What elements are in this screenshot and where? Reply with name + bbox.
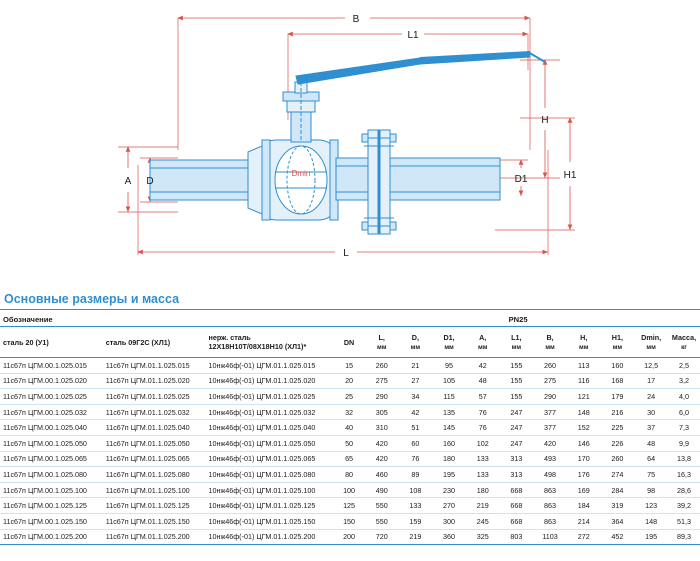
cell-B: 377 xyxy=(533,420,567,436)
cell-B: 863 xyxy=(533,498,567,514)
cell-L: 275 xyxy=(365,373,399,389)
cell-nerj: 10нж46ф(-01) ЦГМ.01.1.025.150 xyxy=(206,513,334,529)
cell-L1: 803 xyxy=(500,529,534,545)
cell-D: 159 xyxy=(399,513,433,529)
cell-L: 420 xyxy=(365,435,399,451)
cell-D1: 95 xyxy=(432,358,466,374)
cell-Massa: 89,3 xyxy=(668,529,700,545)
cell-st09: 11с67п ЦГМ.01.1.025.125 xyxy=(103,498,206,514)
section-title: Основные размеры и масса xyxy=(4,292,180,306)
col-head-D: D, мм xyxy=(399,327,433,358)
cell-D: 133 xyxy=(399,498,433,514)
cell-D1: 180 xyxy=(432,451,466,467)
cell-nerj: 10нж46ф(-01) ЦГМ.01.1.025.020 xyxy=(206,373,334,389)
dim-label-H: H xyxy=(541,115,549,126)
table-row xyxy=(0,389,700,405)
cell-A: 325 xyxy=(466,529,500,545)
cell-H: 116 xyxy=(567,373,601,389)
cell-H1: 216 xyxy=(601,404,635,420)
cell-H1: 260 xyxy=(601,451,635,467)
cell-Massa: 3,2 xyxy=(668,373,700,389)
dim-label-A: A xyxy=(124,176,132,187)
cell-nerj: 10нж46ф(-01) ЦГМ.01.1.025.015 xyxy=(206,358,334,374)
col-head-L1: L1, мм xyxy=(500,327,534,358)
cell-L: 305 xyxy=(365,404,399,420)
cell-dn: 80 xyxy=(333,467,365,483)
cell-A: 180 xyxy=(466,482,500,498)
cell-st20: 11с67п ЦГМ.00.1.025.032 xyxy=(0,404,103,420)
cell-dn: 50 xyxy=(333,435,365,451)
cell-L1: 313 xyxy=(500,467,534,483)
cell-st09: 11с67п ЦГМ.01.1.025.040 xyxy=(103,420,206,436)
cell-dn: 32 xyxy=(333,404,365,420)
cell-Dmin: 98 xyxy=(634,482,668,498)
cell-H: 121 xyxy=(567,389,601,405)
cell-st09: 11с67п ЦГМ.01.1.025.100 xyxy=(103,482,206,498)
cell-Massa: 28,6 xyxy=(668,482,700,498)
col-head-H: H, мм xyxy=(567,327,601,358)
cell-A: 76 xyxy=(466,420,500,436)
cell-st20: 11с67п ЦГМ.00.1.025.065 xyxy=(0,451,103,467)
cell-H: 148 xyxy=(567,404,601,420)
cell-H1: 168 xyxy=(601,373,635,389)
cell-D: 34 xyxy=(399,389,433,405)
cell-st20: 11с67п ЦГМ.00.1.025.150 xyxy=(0,513,103,529)
dimensions-table xyxy=(0,312,700,545)
cell-D: 219 xyxy=(399,529,433,545)
cell-A: 133 xyxy=(466,451,500,467)
cell-H: 169 xyxy=(567,482,601,498)
col-head-nerj: нерж. сталь 12Х18Н10Т/08Х18Н10 (ХЛ1)* xyxy=(206,327,334,358)
cell-D: 76 xyxy=(399,451,433,467)
cell-H1: 364 xyxy=(601,513,635,529)
cell-Massa: 13,8 xyxy=(668,451,700,467)
cell-D: 108 xyxy=(399,482,433,498)
col-head-H1: H1, мм xyxy=(601,327,635,358)
cell-st09: 11с67п ЦГМ.01.1.025.032 xyxy=(103,404,206,420)
table-row xyxy=(0,513,700,529)
cell-D1: 270 xyxy=(432,498,466,514)
cell-H1: 274 xyxy=(601,467,635,483)
cell-st20: 11с67п ЦГМ.00.1.025.050 xyxy=(0,435,103,451)
col-head-st20: сталь 20 (У1) xyxy=(0,327,103,358)
cell-D: 60 xyxy=(399,435,433,451)
table-row xyxy=(0,358,700,374)
cell-st09: 11с67п ЦГМ.01.1.025.065 xyxy=(103,451,206,467)
cell-st20: 11с67п ЦГМ.00.1.025.080 xyxy=(0,467,103,483)
cell-L: 310 xyxy=(365,420,399,436)
cell-st09: 11с67п ЦГМ.01.1.025.150 xyxy=(103,513,206,529)
cell-L1: 155 xyxy=(500,389,534,405)
cell-st09: 11с67п ЦГМ.01.1.025.025 xyxy=(103,389,206,405)
table-row xyxy=(0,420,700,436)
cell-st09: 11с67п ЦГМ.01.1.025.050 xyxy=(103,435,206,451)
cell-B: 493 xyxy=(533,451,567,467)
cell-L: 260 xyxy=(365,358,399,374)
table-row xyxy=(0,482,700,498)
cell-D1: 145 xyxy=(432,420,466,436)
cell-L: 460 xyxy=(365,467,399,483)
cell-Dmin: 148 xyxy=(634,513,668,529)
cell-dn: 200 xyxy=(333,529,365,545)
cell-dn: 15 xyxy=(333,358,365,374)
cell-Massa: 2,5 xyxy=(668,358,700,374)
cell-D1: 300 xyxy=(432,513,466,529)
cell-st20: 11с67п ЦГМ.00.1.025.025 xyxy=(0,389,103,405)
cell-H1: 160 xyxy=(601,358,635,374)
cell-B: 863 xyxy=(533,482,567,498)
cell-H1: 284 xyxy=(601,482,635,498)
cell-D1: 160 xyxy=(432,435,466,451)
cell-nerj: 10нж46ф(-01) ЦГМ.01.1.025.065 xyxy=(206,451,334,467)
cell-Dmin: 195 xyxy=(634,529,668,545)
cell-st09: 11с67п ЦГМ.01.1.025.020 xyxy=(103,373,206,389)
dimensions-table-wrap xyxy=(0,312,700,545)
cell-Dmin: 123 xyxy=(634,498,668,514)
cell-L: 420 xyxy=(365,451,399,467)
cell-nerj: 10нж46ф(-01) ЦГМ.01.1.025.125 xyxy=(206,498,334,514)
section-divider xyxy=(0,309,700,310)
cell-Dmin: 75 xyxy=(634,467,668,483)
cell-Dmin: 37 xyxy=(634,420,668,436)
col-head-A: A, мм xyxy=(466,327,500,358)
cell-D1: 135 xyxy=(432,404,466,420)
cell-D1: 195 xyxy=(432,467,466,483)
cell-D1: 360 xyxy=(432,529,466,545)
cell-D1: 230 xyxy=(432,482,466,498)
cell-B: 1103 xyxy=(533,529,567,545)
cell-H1: 179 xyxy=(601,389,635,405)
cell-dn: 20 xyxy=(333,373,365,389)
col-head-Dmin: Dmin, мм xyxy=(634,327,668,358)
cell-nerj: 10нж46ф(-01) ЦГМ.01.1.025.100 xyxy=(206,482,334,498)
cell-L1: 247 xyxy=(500,420,534,436)
table-row xyxy=(0,529,700,545)
cell-dn: 25 xyxy=(333,389,365,405)
cell-H: 176 xyxy=(567,467,601,483)
table-header-top xyxy=(0,312,700,327)
cell-B: 260 xyxy=(533,358,567,374)
cell-st20: 11с67п ЦГМ.00.1.025.100 xyxy=(0,482,103,498)
cell-A: 133 xyxy=(466,467,500,483)
cell-H: 152 xyxy=(567,420,601,436)
cell-st20: 11с67п ЦГМ.00.1.025.020 xyxy=(0,373,103,389)
cell-L: 290 xyxy=(365,389,399,405)
cell-A: 219 xyxy=(466,498,500,514)
cell-B: 498 xyxy=(533,467,567,483)
cell-Massa: 51,3 xyxy=(668,513,700,529)
cell-L: 720 xyxy=(365,529,399,545)
cell-H1: 226 xyxy=(601,435,635,451)
header-pn25: PN25 xyxy=(333,312,700,327)
cell-st09: 11с67п ЦГМ.01.1.025.200 xyxy=(103,529,206,545)
cell-Dmin: 24 xyxy=(634,389,668,405)
col-head-massa: Масса, кг xyxy=(668,327,700,358)
cell-D: 51 xyxy=(399,420,433,436)
cell-B: 420 xyxy=(533,435,567,451)
table-body xyxy=(0,358,700,545)
cell-H: 146 xyxy=(567,435,601,451)
col-head-dn: DN xyxy=(333,327,365,358)
cell-H1: 225 xyxy=(601,420,635,436)
col-head-st09g2s: сталь 09Г2С (ХЛ1) xyxy=(103,327,206,358)
table-header-columns xyxy=(0,327,700,358)
cell-Massa: 16,3 xyxy=(668,467,700,483)
cell-H: 184 xyxy=(567,498,601,514)
cell-B: 377 xyxy=(533,404,567,420)
cell-H1: 319 xyxy=(601,498,635,514)
dim-label-L1: L1 xyxy=(407,30,419,41)
cell-Dmin: 30 xyxy=(634,404,668,420)
cell-nerj: 10нж46ф(-01) ЦГМ.01.1.025.050 xyxy=(206,435,334,451)
cell-D: 42 xyxy=(399,404,433,420)
cell-nerj: 10нж46ф(-01) ЦГМ.01.1.025.080 xyxy=(206,467,334,483)
dim-label-D1: D1 xyxy=(514,174,528,185)
cell-L1: 247 xyxy=(500,404,534,420)
cell-Dmin: 64 xyxy=(634,451,668,467)
col-head-B: B, мм xyxy=(533,327,567,358)
cell-A: 48 xyxy=(466,373,500,389)
cell-B: 290 xyxy=(533,389,567,405)
dim-label-H1: H1 xyxy=(563,170,577,181)
table-row xyxy=(0,435,700,451)
cell-Massa: 39,2 xyxy=(668,498,700,514)
cell-st20: 11с67п ЦГМ.00.1.025.200 xyxy=(0,529,103,545)
col-head-L: L, мм xyxy=(365,327,399,358)
cell-A: 102 xyxy=(466,435,500,451)
cell-D1: 115 xyxy=(432,389,466,405)
cell-H: 170 xyxy=(567,451,601,467)
cell-st20: 11с67п ЦГМ.00.1.025.125 xyxy=(0,498,103,514)
cell-nerj: 10нж46ф(-01) ЦГМ.01.1.025.032 xyxy=(206,404,334,420)
cell-dn: 65 xyxy=(333,451,365,467)
cell-A: 245 xyxy=(466,513,500,529)
cell-st20: 11с67п ЦГМ.00.1.025.015 xyxy=(0,358,103,374)
cell-D: 27 xyxy=(399,373,433,389)
cell-dn: 150 xyxy=(333,513,365,529)
dim-label-B: B xyxy=(352,14,360,25)
table-row xyxy=(0,373,700,389)
cell-Massa: 4,0 xyxy=(668,389,700,405)
cell-L1: 668 xyxy=(500,513,534,529)
cell-Massa: 7,3 xyxy=(668,420,700,436)
cell-L1: 668 xyxy=(500,498,534,514)
cell-L1: 247 xyxy=(500,435,534,451)
cell-nerj: 10нж46ф(-01) ЦГМ.01.1.025.025 xyxy=(206,389,334,405)
cell-L: 550 xyxy=(365,498,399,514)
cell-L: 550 xyxy=(365,513,399,529)
cell-H: 214 xyxy=(567,513,601,529)
cell-st09: 11с67п ЦГМ.01.1.025.080 xyxy=(103,467,206,483)
cell-L1: 155 xyxy=(500,358,534,374)
cell-Massa: 6,0 xyxy=(668,404,700,420)
cell-Dmin: 48 xyxy=(634,435,668,451)
cell-D: 89 xyxy=(399,467,433,483)
cell-st20: 11с67п ЦГМ.00.1.025.040 xyxy=(0,420,103,436)
cell-nerj: 10нж46ф(-01) ЦГМ.01.1.025.040 xyxy=(206,420,334,436)
cell-A: 76 xyxy=(466,404,500,420)
dim-label-Dmin: Dmin xyxy=(291,169,311,178)
table-row xyxy=(0,404,700,420)
cell-Massa: 9,9 xyxy=(668,435,700,451)
cell-Dmin: 12,5 xyxy=(634,358,668,374)
cell-H1: 452 xyxy=(601,529,635,545)
cell-dn: 125 xyxy=(333,498,365,514)
cell-B: 275 xyxy=(533,373,567,389)
cell-L1: 668 xyxy=(500,482,534,498)
cell-D1: 105 xyxy=(432,373,466,389)
cell-A: 57 xyxy=(466,389,500,405)
table-row xyxy=(0,498,700,514)
cell-nerj: 10нж46ф(-01) ЦГМ.01.1.025.200 xyxy=(206,529,334,545)
cell-H: 272 xyxy=(567,529,601,545)
cell-st09: 11с67п ЦГМ.01.1.025.015 xyxy=(103,358,206,374)
dim-label-D: D xyxy=(146,176,154,187)
col-head-D1: D1, мм xyxy=(432,327,466,358)
cell-L1: 155 xyxy=(500,373,534,389)
cell-H: 113 xyxy=(567,358,601,374)
table-row xyxy=(0,467,700,483)
cell-B: 863 xyxy=(533,513,567,529)
table-row xyxy=(0,451,700,467)
cell-A: 42 xyxy=(466,358,500,374)
cell-Dmin: 17 xyxy=(634,373,668,389)
cell-L: 490 xyxy=(365,482,399,498)
dim-label-L: L xyxy=(343,248,349,259)
cell-dn: 40 xyxy=(333,420,365,436)
cell-L1: 313 xyxy=(500,451,534,467)
cell-D: 21 xyxy=(399,358,433,374)
header-oboznachenie: Обозначение xyxy=(0,312,333,327)
cell-dn: 100 xyxy=(333,482,365,498)
